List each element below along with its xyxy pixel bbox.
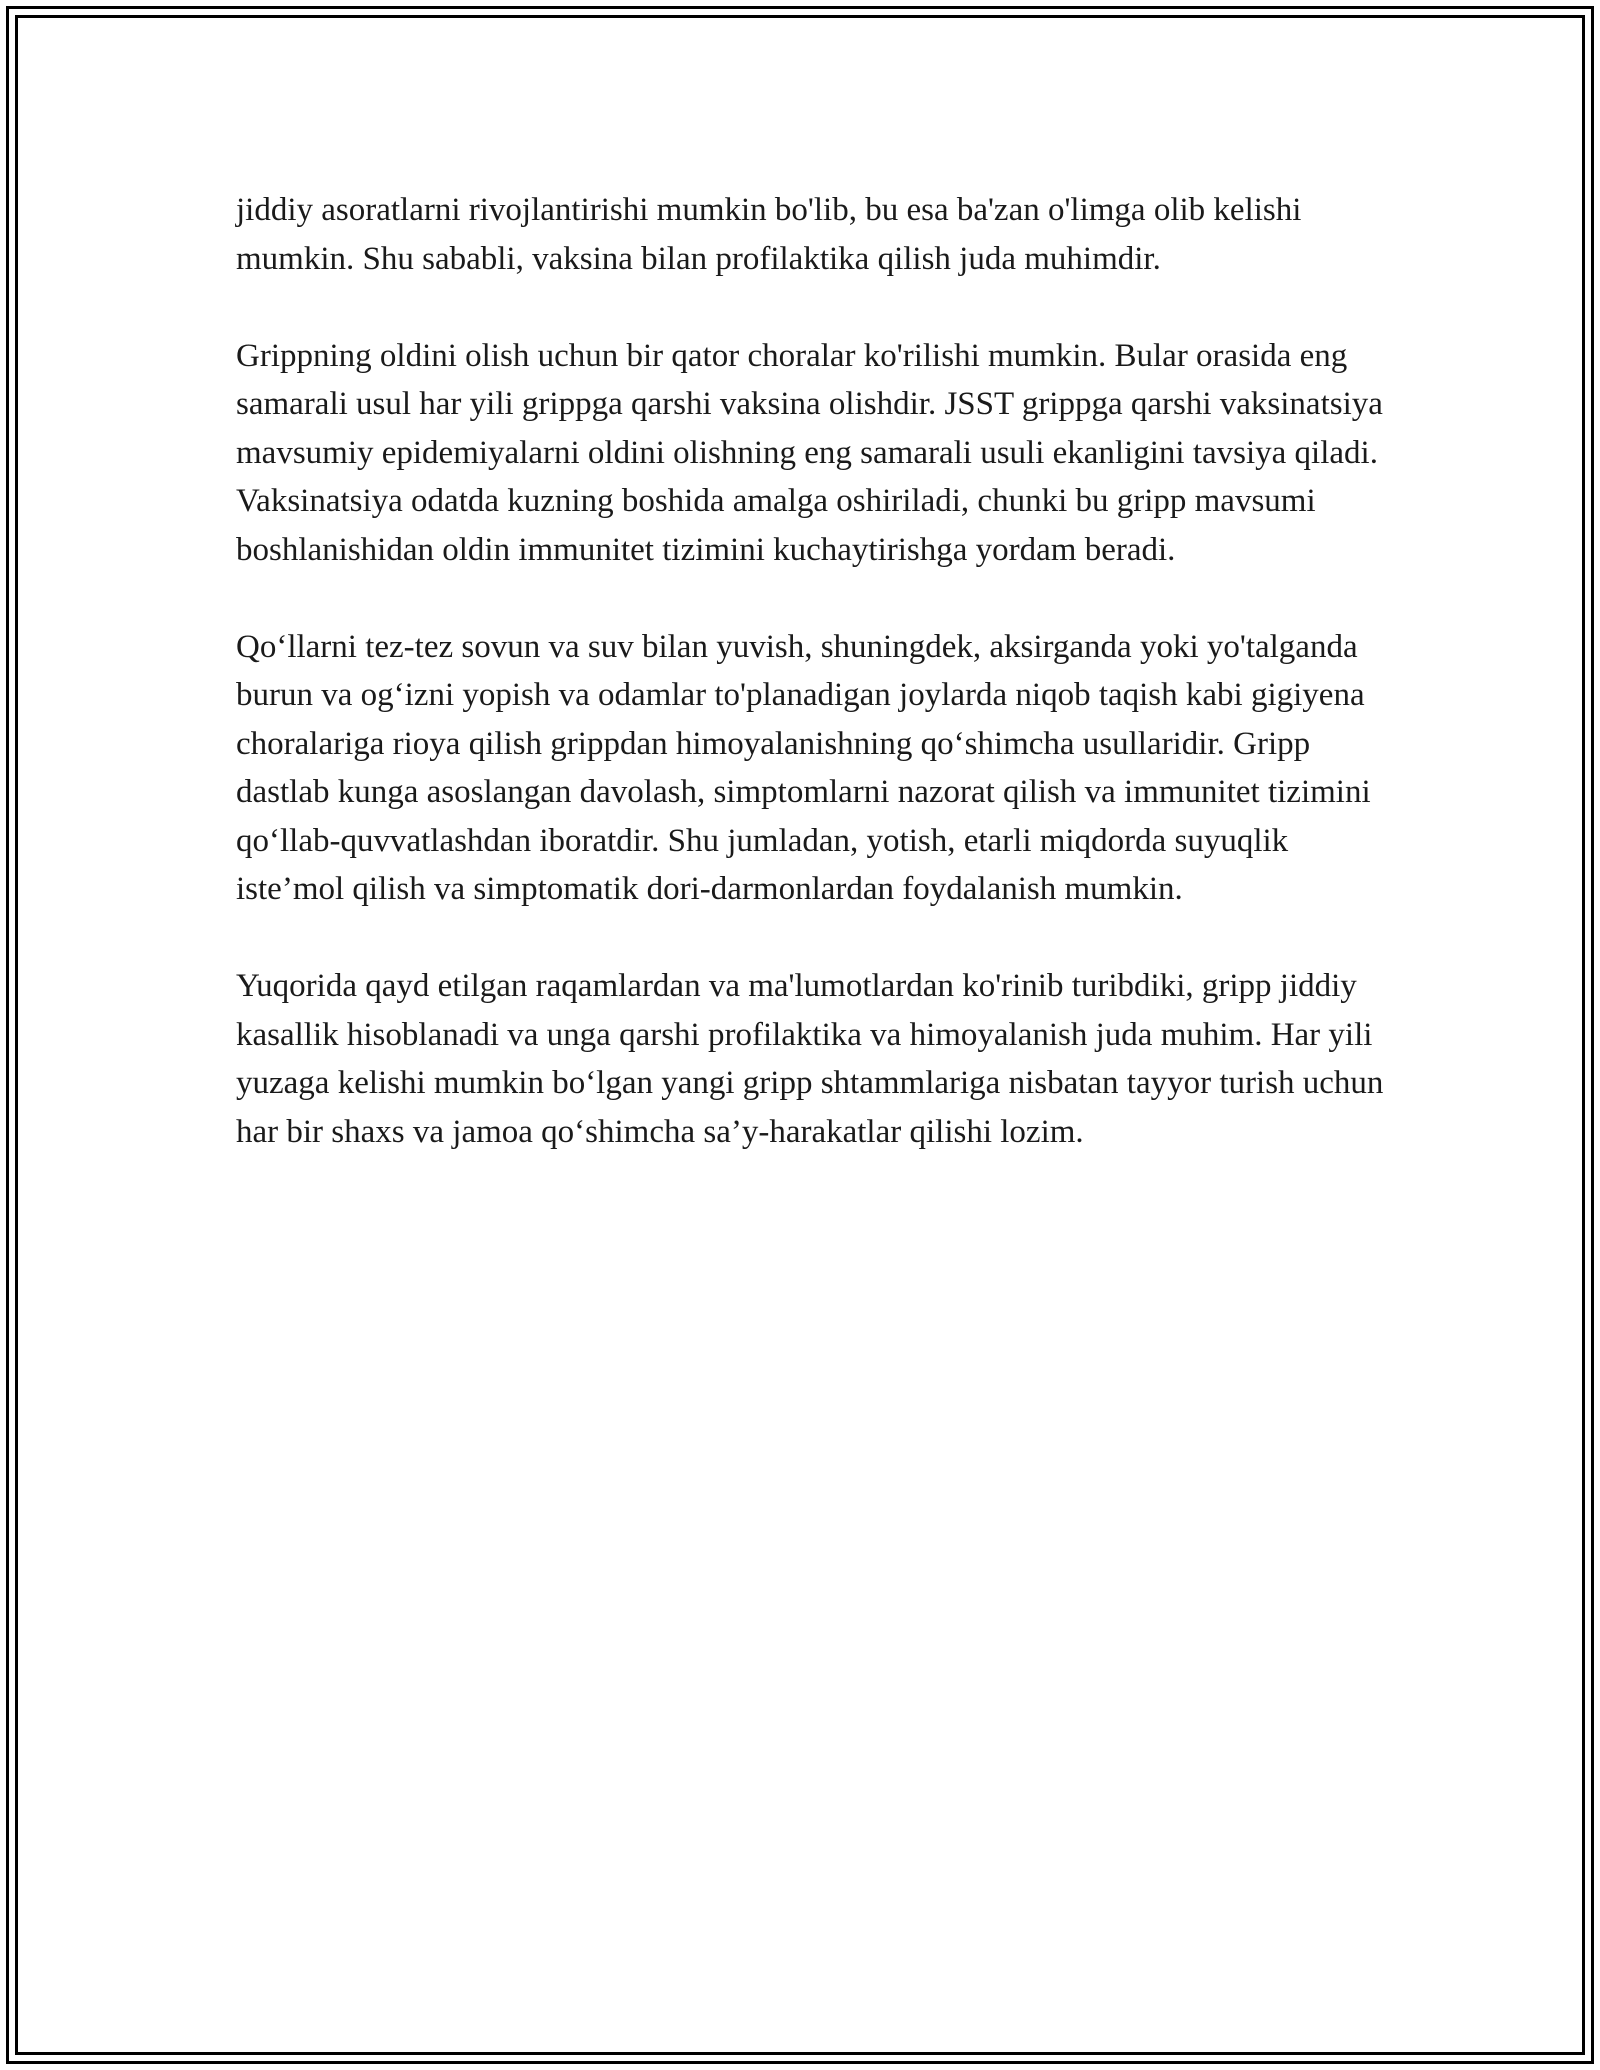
paragraph-1: jiddiy asoratlarni rivojlantirishi mumkin bo'lib, bu esa ba'zan o'limga olib kelishi mumkin. Shu sababli, vaksina bilan profilaktika qilish juda muhimdir. <box>236 192 1302 277</box>
paragraph-2: Grippning oldini olish uchun bir qator choralar ko'rilishi mumkin. Bular orasida eng samarali usul har yili grippga qarshi vaksina olishdir. JSST grippga qarshi vaksinatsiya mavsumiy epidemiyalarni oldini olishning eng samarali usuli ekanligini tavsiya qiladi. Vaksinatsiya odatda kuzning boshida amalga oshiriladi, chunki bu gripp mavsumi boshlanishidan oldin immunitet tizimini kuchaytirishga yordam beradi. <box>236 337 1383 568</box>
document-body <box>236 186 1396 1205</box>
paragraph-4: Yuqorida qayd etilgan raqamlardan va ma'lumotlardan ko'rinib turibdiki, gripp jiddiy kasallik hisoblanadi va unga qarshi profilaktika va himoyalanish juda muhim. Har yili yuzaga kelishi mumkin bo‘lgan yangi gripp shtammlariga nisbatan tayyor turish uchun har bir shaxs va jamoa qo‘shimcha sa’y-harakatlar qilishi lozim. <box>236 968 1384 1150</box>
paragraph-3: Qo‘llarni tez-tez sovun va suv bilan yuvish, shuningdek, aksirganda yoki yo'talganda burun va og‘izni yopish va odamlar to'planadigan joylarda niqob taqish kabi gigiyena choralariga rioya qilish grippdan himoyalanishning qo‘shimcha usullaridir. Gripp dastlab kunga asoslangan davolash, simptomlarni nazorat qilish va immunitet tizimini qo‘llab-quvvatlashdan iboratdir. Shu jumladan, yotish, etarli miqdorda suyuqlik iste’mol qilish va simptomatik dori-darmonlardan foydalanish mumkin. <box>236 628 1371 907</box>
